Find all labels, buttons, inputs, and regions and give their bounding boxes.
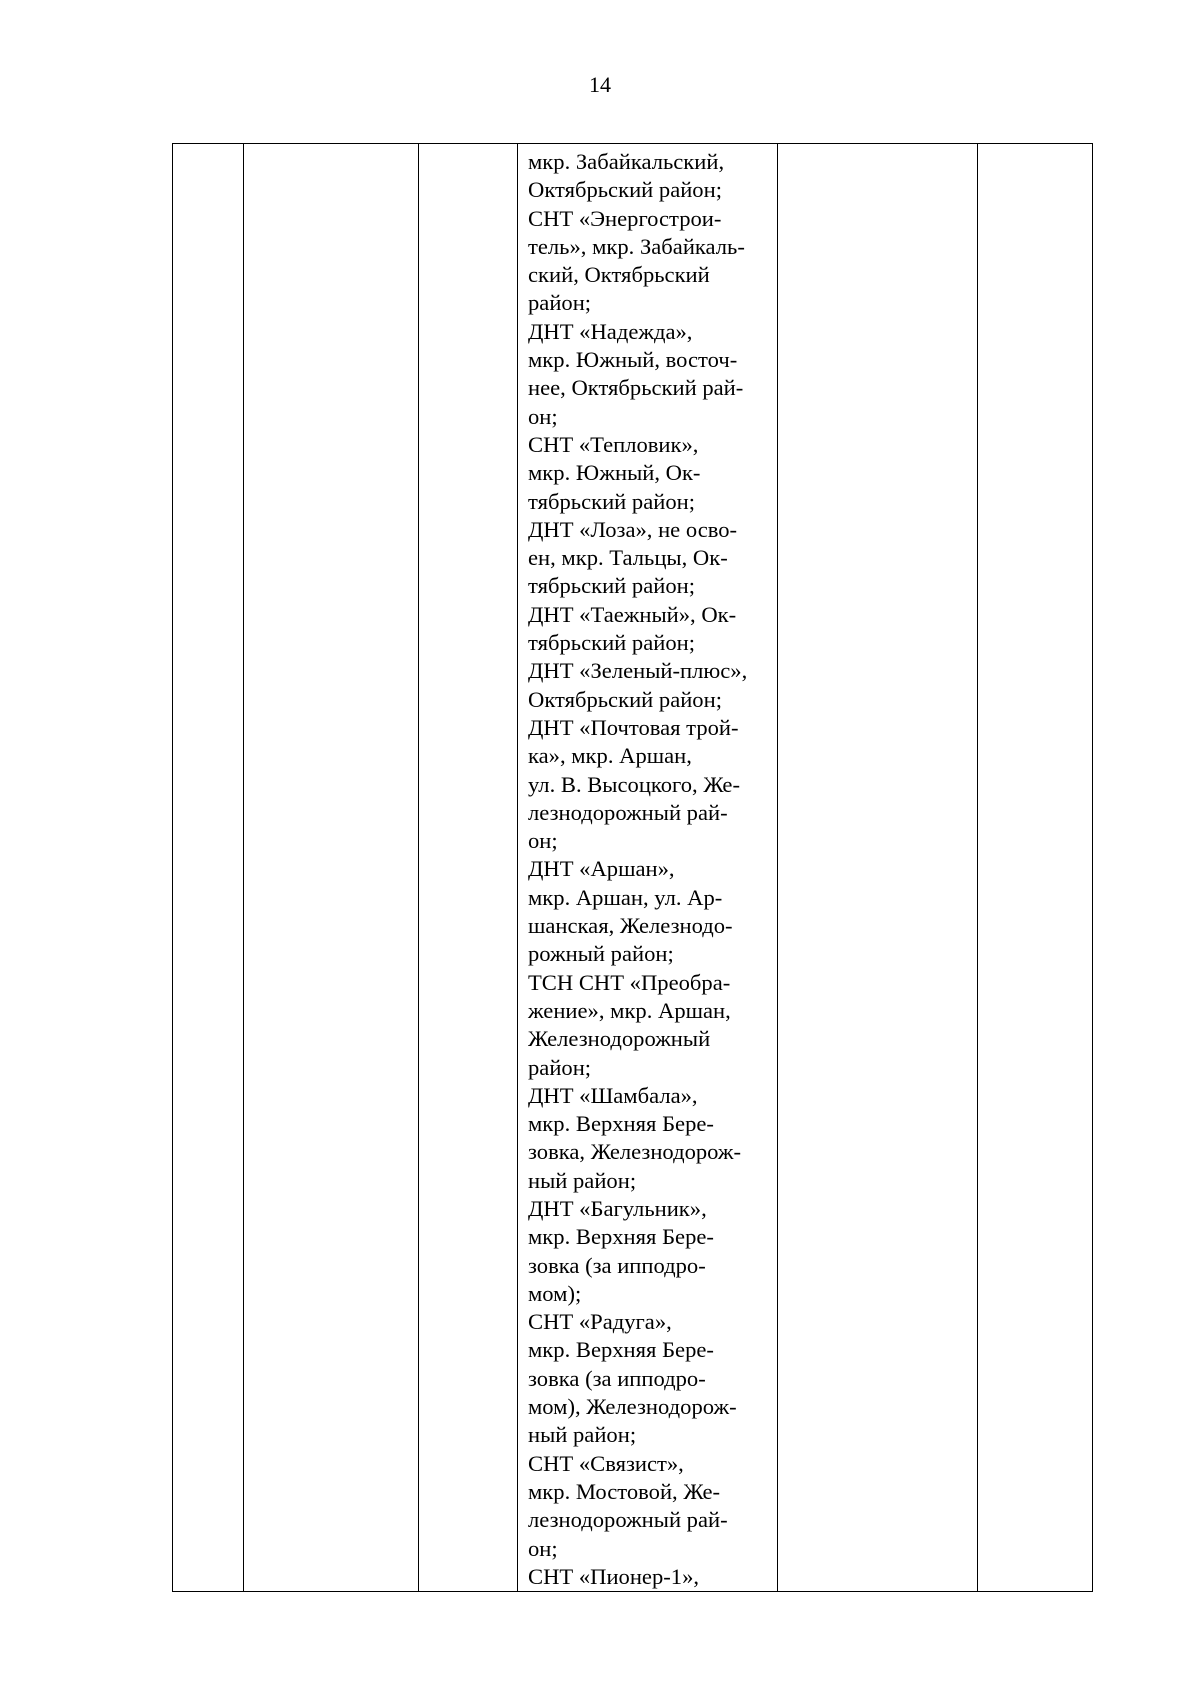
cell-text-line: Железнодорожный [528, 1026, 711, 1052]
table-cell-col-1 [173, 144, 244, 1592]
table-cell-col-3 [419, 144, 518, 1592]
cell-text-line: ский, Октябрьский [528, 262, 710, 288]
table-cell-col-2 [244, 144, 419, 1592]
cell-text-line: мом); [528, 1280, 582, 1306]
cell-text-line: ДНТ «Зеленый-плюс», [528, 658, 748, 684]
cell-text-line: он; [528, 828, 558, 854]
cell-text-line: СНТ «Связист», [528, 1450, 684, 1476]
table-cell-col-6 [978, 144, 1093, 1592]
cell-text-line: мкр. Мостовой, Же- [528, 1478, 721, 1504]
cell-text-line: зовка (за ипподро- [528, 1365, 706, 1391]
cell-text-line: ный район; [528, 1422, 637, 1448]
cell-text-line: ДНТ «Надежда», [528, 318, 693, 344]
cell-text-line: СНТ «Тепловик», [528, 431, 699, 457]
cell-text-line: СНТ «Энергострои- [528, 205, 722, 231]
cell-text-line: рожный район; [528, 941, 674, 967]
cell-text-line: зовка, Железнодорож- [528, 1139, 742, 1165]
cell-text-line: Октябрьский район; [528, 177, 722, 203]
cell-text-line: он; [528, 1535, 558, 1561]
document-table [172, 143, 1093, 1592]
cell-text-line: ДНТ «Таежный», Ок- [528, 601, 737, 627]
cell-text-line: ДНТ «Почтовая трой- [528, 714, 739, 740]
table-row [173, 144, 1093, 1592]
cell-text-line: тябрьский район; [528, 630, 695, 656]
cell-text-line: мкр. Южный, восточ- [528, 347, 738, 373]
cell-text-line: тябрьский район; [528, 573, 695, 599]
page-number: 14 [589, 72, 611, 97]
cell-text-line: лезнодорожный рай- [528, 799, 728, 825]
cell-text-line: мом), Железнодорож- [528, 1394, 737, 1420]
cell-text-line: мкр. Южный, Ок- [528, 460, 701, 486]
cell-text-line: мкр. Верхняя Бере- [528, 1224, 714, 1250]
cell-text-line: лезнодорожный рай- [528, 1507, 728, 1533]
cell-text-line: жение», мкр. Аршан, [528, 997, 731, 1023]
cell-text-line: тель», мкр. Забайкаль- [528, 233, 745, 259]
cell-text-line: мкр. Аршан, ул. Ар- [528, 884, 723, 910]
cell-text-line: район; [528, 290, 592, 316]
table-cell-locations [518, 144, 778, 1592]
cell-text-line: СНТ «Радуга», [528, 1309, 672, 1335]
table-cell-col-5 [778, 144, 978, 1592]
cell-text-line: зовка (за ипподро- [528, 1252, 706, 1278]
cell-text-line: мкр. Верхняя Бере- [528, 1111, 714, 1137]
cell-text-line: ДНТ «Шамбала», [528, 1082, 698, 1108]
cell-text-line: ДНТ «Аршан», [528, 856, 675, 882]
cell-text-line: мкр. Забайкальский, [528, 149, 725, 174]
cell-text-line: ен, мкр. Тальцы, Ок- [528, 545, 728, 571]
cell-text-line: ТСН СНТ «Преобра- [528, 969, 731, 995]
cell-text-line: Октябрьский район; [528, 686, 722, 712]
cell-text-line: ДНТ «Багульник», [528, 1195, 707, 1221]
cell-text-line: шанская, Железнодо- [528, 913, 733, 939]
cell-text-line: ДНТ «Лоза», не осво- [528, 516, 738, 542]
cell-text-line: район; [528, 1054, 592, 1080]
cell-text-line: ул. В. Высоцкого, Же- [528, 771, 740, 797]
cell-text-line: ный район; [528, 1167, 637, 1193]
cell-text-line: нее, Октябрьский рай- [528, 375, 744, 401]
cell-text-line: СНТ «Пионер-1», [528, 1563, 700, 1589]
cell-text-line: он; [528, 403, 558, 429]
cell-text-line: мкр. Верхняя Бере- [528, 1337, 714, 1363]
locations-text [518, 144, 777, 1591]
cell-text-line: ка», мкр. Аршан, [528, 743, 692, 769]
cell-text-line: тябрьский район; [528, 488, 695, 514]
